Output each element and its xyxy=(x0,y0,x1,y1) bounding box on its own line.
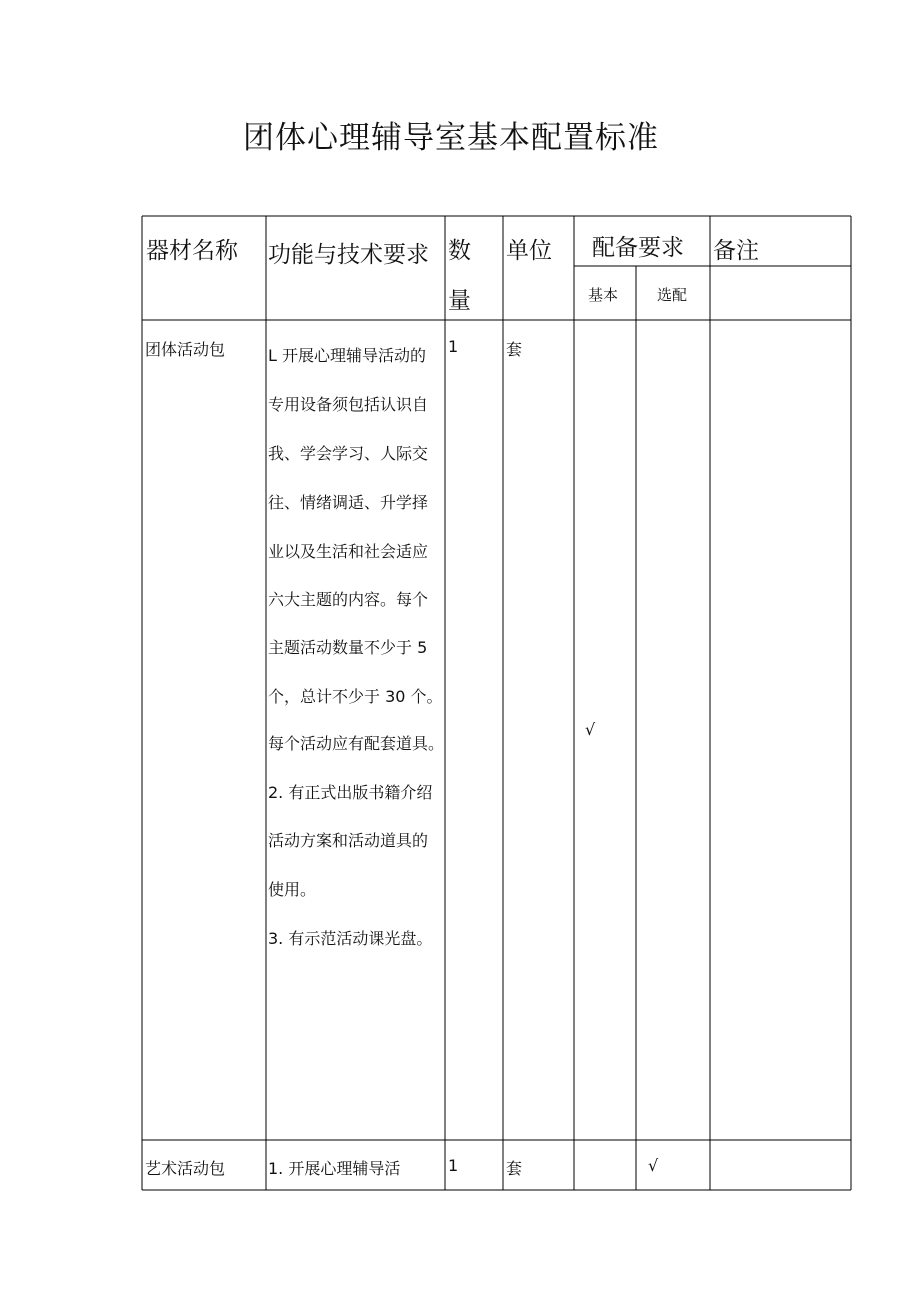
row1-function-line: 业以及生活和社会适应 xyxy=(268,542,429,561)
header-quantity-part2: 量 xyxy=(448,288,471,314)
header-unit: 单位 xyxy=(506,238,552,264)
row1-function-line: 2. 有正式出版书籍介绍 xyxy=(268,783,433,802)
row1-function-line: L 开展心理辅导活动的 xyxy=(268,346,427,365)
row1-function-line: 使用。 xyxy=(268,880,317,899)
row1-function-line: 主题活动数量不少于 5 xyxy=(268,638,428,657)
row1-quantity: 1 xyxy=(448,337,459,356)
row1-function-line: 专用设备须包括认识自 xyxy=(268,395,429,414)
row1-function-line: 每个活动应有配套道具。 xyxy=(268,734,445,753)
row1-function-line: 我、学会学习、人际交 xyxy=(268,444,429,463)
header-equipment-name: 器材名称 xyxy=(146,238,238,264)
row1-function-line: 3. 有示范活动课光盘。 xyxy=(268,929,433,948)
header-quantity-part1: 数 xyxy=(448,238,471,264)
row2-quantity: 1 xyxy=(448,1156,459,1175)
row1-unit: 套 xyxy=(506,340,523,359)
row1-basic-check: √ xyxy=(585,720,596,739)
page-title: 团体心理辅导室基本配置标准 xyxy=(243,120,659,156)
row1-function-line: 六大主题的内容。每个 xyxy=(268,590,429,609)
row1-equipment-name: 团体活动包 xyxy=(145,340,226,359)
row2-function-line: 1. 开展心理辅导活 xyxy=(268,1159,401,1178)
row1-function-line: 活动方案和活动道具的 xyxy=(268,831,429,850)
header-basic: 基本 xyxy=(588,286,619,304)
header-function-requirements: 功能与技术要求 xyxy=(268,242,429,268)
row1-function-line: 往、情绪调适、升学择 xyxy=(268,493,429,512)
row2-unit: 套 xyxy=(506,1159,523,1178)
header-optional: 选配 xyxy=(657,286,688,304)
header-note: 备注 xyxy=(713,238,759,264)
row2-equipment-name: 艺术活动包 xyxy=(145,1159,226,1178)
header-requirement: 配备要求 xyxy=(592,235,684,261)
row1-function-line: 个，总计不少于 30 个。 xyxy=(268,687,443,706)
row2-optional-check: √ xyxy=(648,1156,659,1175)
